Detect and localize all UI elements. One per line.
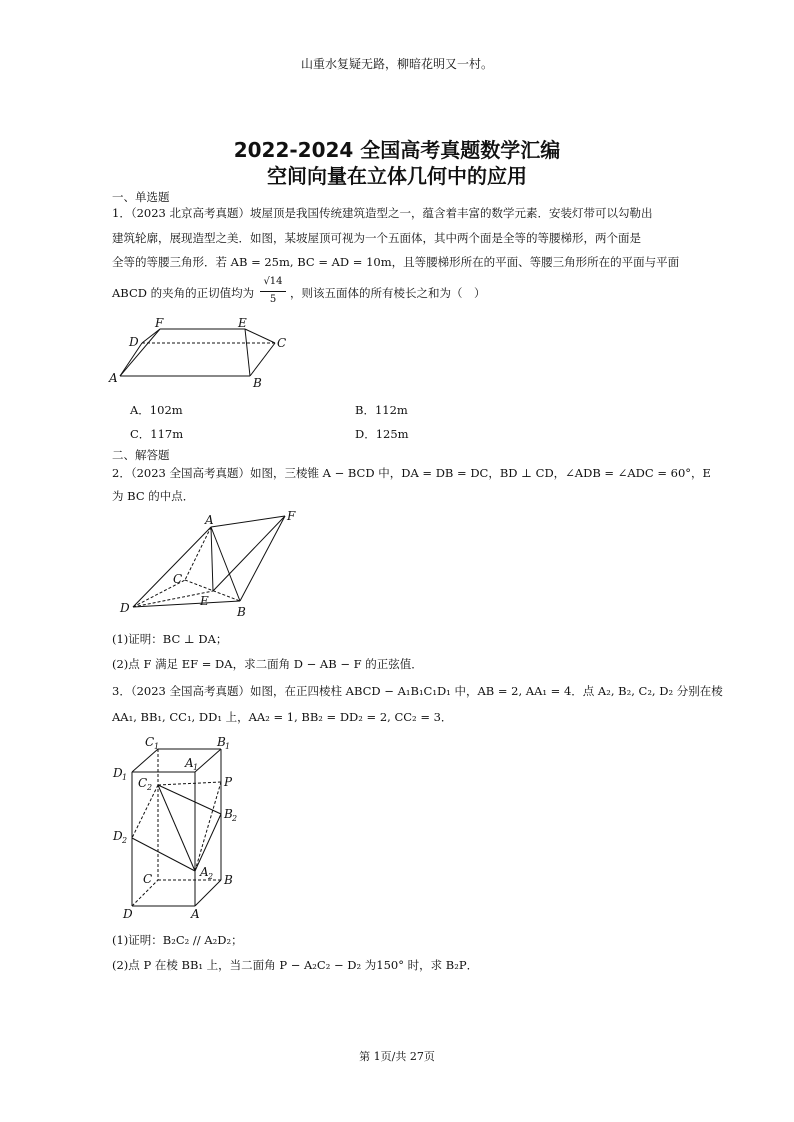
q1-figure-pentahedron <box>105 312 305 392</box>
document-subtitle: 空间向量在立体几何中的应用 <box>267 164 527 188</box>
q1-label-d: D <box>129 335 139 349</box>
q3-label-d1-sub: 1 <box>122 773 128 782</box>
q3-label-d2-sub: 2 <box>122 836 128 845</box>
q3-label-a1: A <box>185 756 194 770</box>
q3-line-1: 3．（2023 全国高考真题）如图，在正四棱柱 ABCD − A₁B₁C₁D₁ 中，AB = 2, AA₁ = 4．点 A₂, B₂, C₂, D₂ 分别在棱 <box>112 684 723 698</box>
page-footer: 第 1页/共 27页 <box>359 1050 435 1063</box>
q3-label-a2: A <box>200 865 209 879</box>
q2-figure-pyramid <box>115 508 315 620</box>
q1-label-c: C <box>277 336 287 350</box>
header-motto: 山重水复疑无路，柳暗花明又一村。 <box>300 57 493 71</box>
section-heading-single-choice: 一、单选题 <box>112 190 170 204</box>
q1-line-3: 全等的等腰三角形．若 AB = 25m, BC = AD = 10m，且等腰梯形所在的平面、等腰三角形所在的平面与平面 <box>112 255 680 269</box>
q3-label-b: B <box>224 873 233 887</box>
q1-line-2: 建筑轮廓，展现造型之美．如图，某坡屋顶可视为一个五面体，其中两个面是全等的等腰梯形，两个面是 <box>112 231 641 245</box>
q3-label-d: D <box>123 907 133 921</box>
q3-label-d1: D <box>113 766 123 780</box>
q3-label-c1: C <box>145 735 155 749</box>
q1-fraction-bar <box>260 291 286 292</box>
q1-option-a[interactable]: A．102m <box>130 403 183 417</box>
q1-label-f: F <box>155 316 164 330</box>
q3-label-c1-sub: 1 <box>154 742 160 751</box>
q2-label-c: C <box>173 572 183 586</box>
q2-line-2: 为 BC 的中点． <box>112 489 195 503</box>
document-title: 2022-2024 全国高考真题数学汇编 <box>233 138 561 162</box>
q2-label-a: A <box>205 513 214 527</box>
q3-label-b1: B <box>217 735 226 749</box>
q3-label-p: P <box>224 775 233 789</box>
q3-label-b2-sub: 2 <box>232 814 238 823</box>
q3-line-2: AA₁, BB₁, CC₁, DD₁ 上，AA₂ = 1, BB₂ = DD₂ = 2, CC₂ = 3． <box>112 710 453 724</box>
q1-label-a: A <box>109 371 118 385</box>
q3-part-2: (2)点 P 在棱 BB₁ 上，当二面角 P − A₂C₂ − D₂ 为150° 时，求 B₂P． <box>112 958 479 972</box>
q3-label-a2-sub: 2 <box>208 872 214 881</box>
q1-line-4: ABCD 的夹角的正切值均为 <box>112 286 255 300</box>
q2-label-b: B <box>237 605 246 619</box>
q1-label-b: B <box>253 376 262 390</box>
q3-label-d2: D <box>113 829 123 843</box>
q3-label-b2: B <box>224 807 233 821</box>
q3-part-1: (1)证明：B₂C₂ // A₂D₂； <box>112 933 243 947</box>
q2-line-1: 2．（2023 全国高考真题）如图，三棱锥 A − BCD 中，DA = DB = DC，BD ⊥ CD，∠ADB = ∠ADC = 60°，E <box>112 466 711 480</box>
q1-option-c[interactable]: C．117m <box>130 427 184 441</box>
q1-fraction-numerator: √14 <box>263 276 283 287</box>
q1-option-d[interactable]: D．125m <box>355 427 409 441</box>
q2-part-2: (2)点 F 满足 EF = DA，求二面角 D − AB − F 的正弦值． <box>112 657 423 671</box>
q3-label-c2-sub: 2 <box>147 783 153 792</box>
q1-label-e: E <box>238 316 247 330</box>
q2-label-f: F <box>287 509 296 523</box>
q3-label-b1-sub: 1 <box>225 742 231 751</box>
q3-figure-prism <box>105 730 265 922</box>
q3-label-c2: C <box>138 776 148 790</box>
q1-line-4-tail: ，则该五面体的所有棱长之和为（ ） <box>290 286 486 300</box>
section-heading-solution: 二、解答题 <box>112 448 170 462</box>
q2-label-e: E <box>200 594 209 608</box>
q3-label-a: A <box>191 907 200 921</box>
q1-option-b[interactable]: B．112m <box>355 403 408 417</box>
q3-label-a1-sub: 1 <box>193 763 199 772</box>
q1-fraction-denominator: 5 <box>269 294 277 305</box>
q1-line-1: 1．（2023 北京高考真题）坡屋顶是我国传统建筑造型之一，蕴含着丰富的数学元素．安装灯带可以勾勒出 <box>112 206 653 220</box>
q3-label-c: C <box>143 872 153 886</box>
q2-part-1: (1)证明：BC ⊥ DA； <box>112 632 228 646</box>
q2-label-d: D <box>120 601 130 615</box>
